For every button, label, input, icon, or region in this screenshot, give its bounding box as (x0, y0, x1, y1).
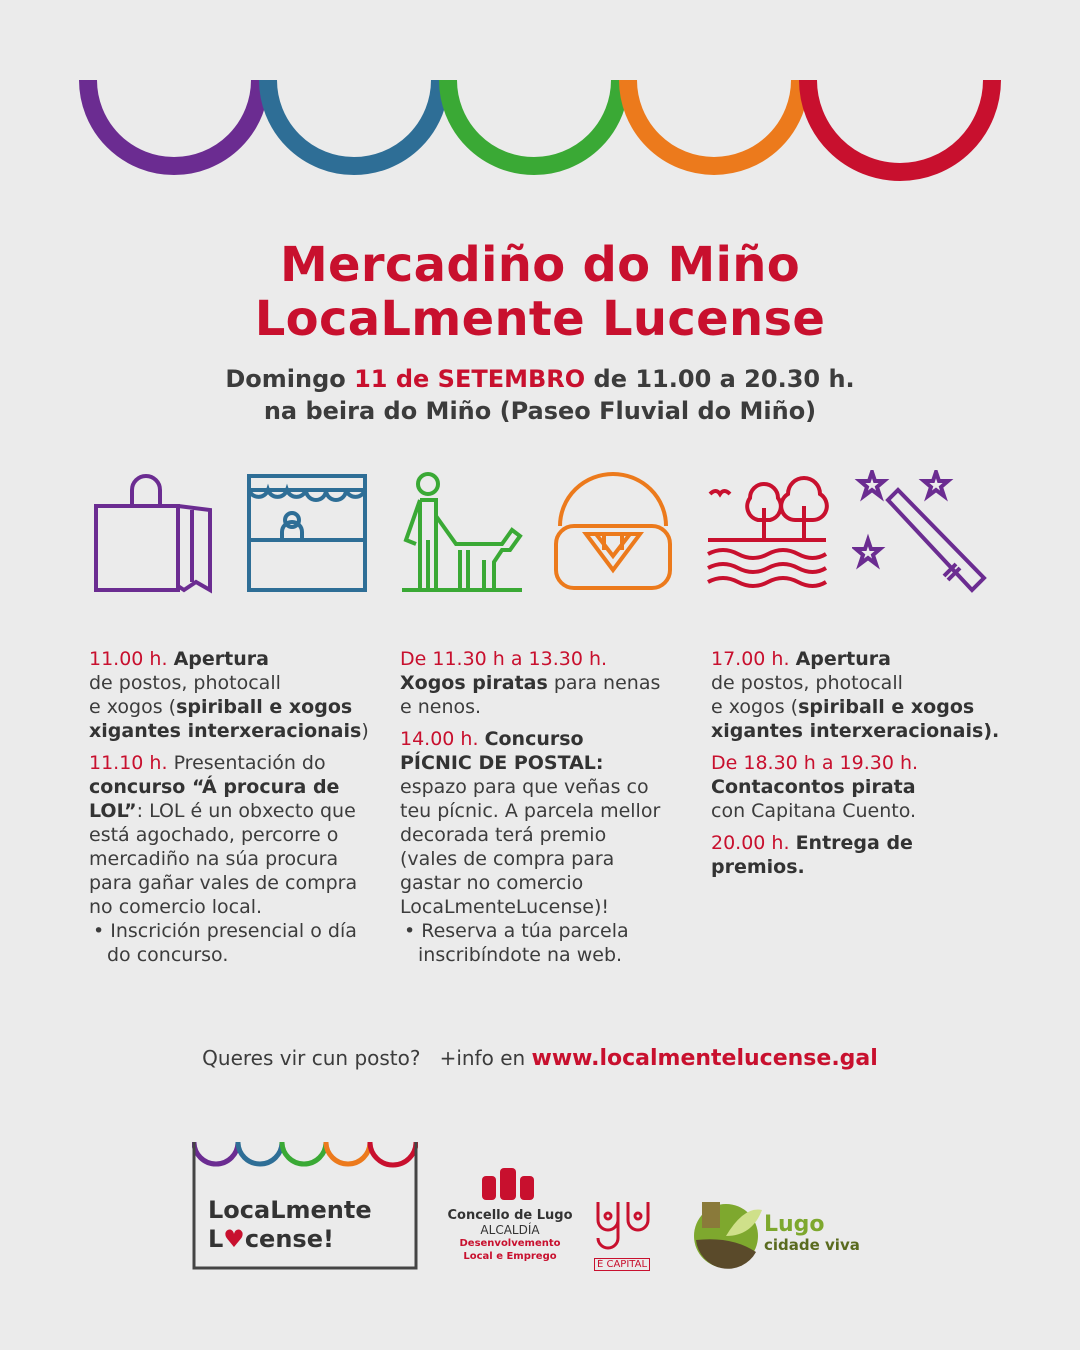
lugo-cidade-viva-text (764, 1214, 860, 1254)
picnic-basket-icon (552, 470, 674, 594)
event-title: Apertura (173, 648, 269, 670)
lugo-monogram-icon (594, 1198, 654, 1254)
event-bold-text: spiriball e xogos xigantes interxeracionais (711, 696, 984, 742)
middle-event-2 (400, 727, 662, 967)
event-text: espazo para que veñas co teu pícnic. A parcela mellor decorada terá premio (vales de compra para gastar no comercio LocaLmenteLucense)! (400, 776, 661, 918)
dept-line2: Local e Emprego (463, 1251, 557, 1262)
shopping-bag-icon (92, 470, 216, 596)
left-event-1 (89, 647, 379, 743)
concello-lugo-logo (440, 1160, 580, 1263)
event-time: De 11.30 h a 13.30 h. (400, 648, 608, 670)
event-time: 11.10 h. (89, 752, 168, 774)
decorative-arches (0, 0, 1080, 200)
orange-arch (628, 80, 800, 166)
logo-letter: L (208, 1225, 224, 1253)
title-line2: LocaLmente Lucense (254, 291, 826, 347)
date-highlight: 11 de SETEMBRO (354, 365, 586, 393)
cidade-viva-label: cidade viva (764, 1236, 860, 1254)
event-bold-text: spiriball e xogos xigantes interxeracionais (89, 696, 362, 742)
date-prefix: Domingo (225, 365, 346, 393)
event-text: e xogos ( (711, 696, 799, 718)
lugo-capital-logo (594, 1198, 654, 1272)
event-text: : LOL é un obxecto que está agochado, percorre o mercadiño na súa procura para gañar vales de compra no comercio local. (89, 800, 358, 918)
footer-info (0, 1046, 1080, 1071)
event-time: 11.00 h. (89, 648, 168, 670)
event-time: 14.00 h. (400, 728, 479, 750)
event-date (0, 364, 1080, 394)
dept-line1: Desenvolvemento (459, 1238, 561, 1249)
footer-info-label: +info en (439, 1046, 526, 1070)
magic-wand-icon (852, 470, 988, 602)
event-text: ). (983, 720, 1000, 742)
heart-icon: ♥ (223, 1225, 245, 1253)
purple-arch (88, 80, 260, 166)
logo-line1: LocaLmente (208, 1196, 372, 1224)
event-time: De 18.30 h a 19.30 h. (711, 752, 919, 774)
date-suffix: de 11.00 a 20.30 h. (593, 365, 855, 393)
river-trees-icon (704, 470, 830, 594)
event-text: de postos, photocall (89, 672, 281, 694)
dog-walk-icon (398, 470, 526, 596)
schedule-middle-column (400, 647, 662, 975)
footer-question: Queres vir cun posto? (202, 1046, 421, 1070)
event-bold-text: Xogos piratas (400, 672, 548, 694)
website-link[interactable]: www.localmentelucense.gal (531, 1046, 878, 1071)
event-location: na beira do Miño (Paseo Fluvial do Miño) (263, 397, 817, 425)
concello-name: Concello de Lugo (447, 1208, 573, 1223)
blue-arch (268, 80, 440, 166)
lugo-cidade-viva-icon (692, 1196, 764, 1272)
event-text: Presentación do (173, 752, 326, 774)
event-bold-text: concurso “Á procura de LOL” (89, 776, 340, 822)
event-text: para nenas e nenos. (400, 672, 661, 718)
event-bold-text: Contacontos pirata (711, 776, 916, 798)
schedule-right-column (711, 647, 1001, 887)
title-line1: Mercadiño do Miño (279, 237, 801, 293)
bullet-item: • Inscrición presencial o día do concurso. (93, 920, 357, 966)
event-bold-text: Entrega de premios. (711, 832, 913, 878)
event-time: 17.00 h. (711, 648, 790, 670)
red-arch (808, 80, 992, 172)
left-event-2 (89, 751, 379, 967)
logo-line2-text: cense! (244, 1225, 334, 1253)
green-arch (448, 80, 620, 166)
event-title: Concurso PÍCNIC DE POSTAL: (400, 728, 604, 774)
middle-event-1 (400, 647, 662, 719)
event-time: 20.00 h. (711, 832, 790, 854)
lugo-label: Lugo (764, 1212, 825, 1237)
alcaldia-label: ALCALDÍA (480, 1223, 540, 1237)
logo-text (208, 1196, 372, 1254)
logo-line2 (208, 1225, 372, 1254)
market-stall-icon (246, 470, 368, 594)
event-text: e xogos ( (89, 696, 177, 718)
castle-icon (482, 1164, 536, 1200)
right-event-2 (711, 751, 1001, 823)
schedule-left-column (89, 647, 379, 975)
localmente-lucense-logo (192, 1140, 418, 1270)
right-event-1 (711, 647, 1001, 743)
event-text: de postos, photocall (711, 672, 903, 694)
event-text: con Capitana Cuento. (711, 800, 917, 822)
capital-label: É CAPITAL (594, 1258, 650, 1271)
event-text: ) (361, 720, 369, 742)
bullet-item: • Reserva a túa parcela inscribíndote na web. (404, 920, 629, 966)
right-event-3 (711, 831, 1001, 879)
bullet-text: Inscrición presencial o día do concurso. (107, 920, 357, 966)
event-title: Apertura (795, 648, 891, 670)
bullet-text: Reserva a túa parcela inscribíndote na web. (418, 920, 629, 966)
